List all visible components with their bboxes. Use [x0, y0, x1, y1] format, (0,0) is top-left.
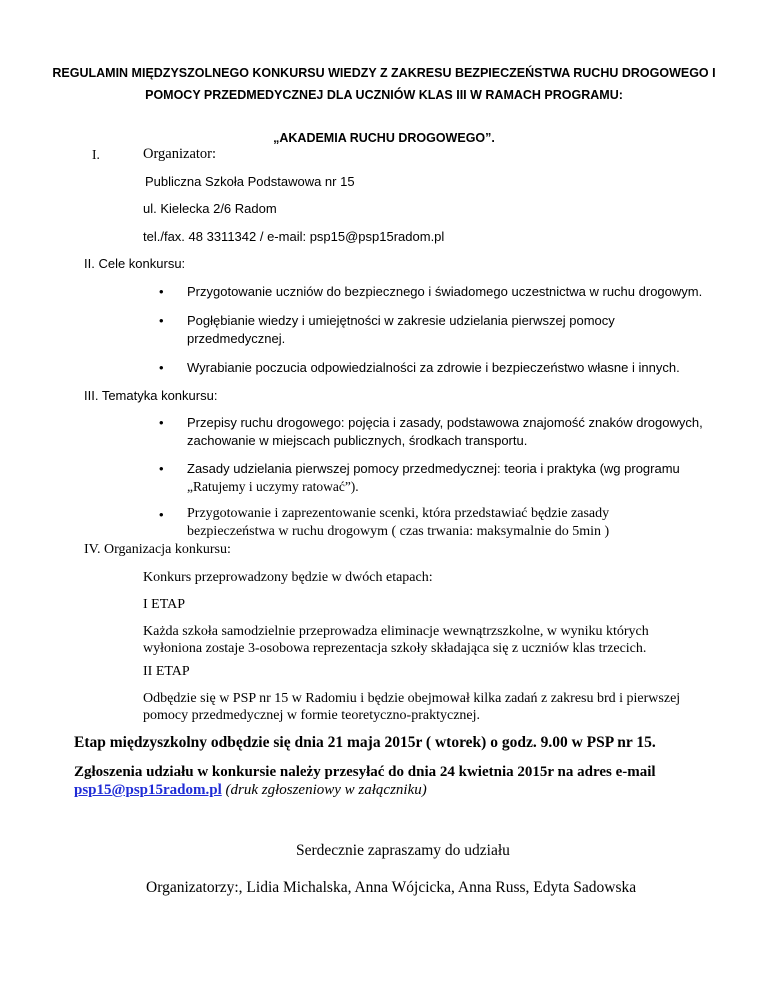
- goal-item-2: Pogłębianie wiedzy i umiejętności w zakresie udzielania pierwszej pomocy: [187, 313, 615, 328]
- stage-1-description-cont: wyłoniona zostaje 3-osobowa reprezentacja szkoły składająca się z uczniów klas trzecich.: [143, 641, 647, 656]
- topic-item-2: Zasady udzielania pierwszej pomocy przedmedycznej: teoria i praktyka (wg programu: [187, 461, 680, 476]
- stage-1-description: Każda szkoła samodzielnie przeprowadza eliminacje wewnątrzszkolne, w wyniku których: [143, 624, 649, 639]
- bullet-icon: •: [159, 284, 164, 299]
- program-name: „AKADEMIA RUCHU DROGOWEGO”.: [273, 131, 495, 145]
- submission-notice: Zgłoszenia udziału w konkursie należy przesyłać do dnia 24 kwietnia 2015r na adres e-mail: [74, 764, 656, 780]
- organizer-school: Publiczna Szkoła Podstawowa nr 15: [145, 174, 355, 189]
- organizer-address: ul. Kielecka 2/6 Radom: [143, 201, 277, 216]
- section-2-heading: II. Cele konkursu:: [84, 256, 186, 271]
- goal-item-2-cont: przedmedycznej.: [187, 331, 286, 346]
- bullet-icon: •: [159, 507, 164, 522]
- contest-stages-intro: Konkurs przeprowadzony będzie w dwóch etapach:: [143, 570, 433, 585]
- bullet-icon: •: [159, 415, 164, 430]
- section-1-number: I.: [92, 147, 100, 162]
- stage-2-label: II ETAP: [143, 664, 190, 679]
- organizer-contact: tel./fax. 48 3311342 / e-mail: psp15@psp15radom.pl: [143, 229, 445, 244]
- stage-1-label: I ETAP: [143, 597, 186, 612]
- bullet-icon: •: [159, 313, 164, 328]
- topic-item-3-cont: bezpieczeństwa w ruchu drogowym ( czas trwania: maksymalnie do 5min ): [187, 524, 610, 539]
- topic-item-1: Przepisy ruchu drogowego: pojęcia i zasady, podstawowa znajomość znaków drogowych,: [187, 415, 703, 430]
- submission-email-link[interactable]: psp15@psp15radom.pl: [74, 782, 222, 798]
- form-attachment-note: (druk zgłoszeniowy w załączniku): [221, 782, 427, 798]
- bullet-icon: •: [159, 360, 164, 375]
- topic-item-2-cont: „Ratujemy i uczymy ratować”).: [187, 479, 359, 494]
- section-4-heading: IV. Organizacja konkursu:: [84, 542, 231, 557]
- invitation-text: Serdecznie zapraszamy do udziału: [296, 842, 510, 859]
- submission-contact: [74, 782, 427, 799]
- organizers-list: Organizatorzy:, Lidia Michalska, Anna Wójcicka, Anna Russ, Edyta Sadowska: [146, 879, 637, 896]
- stage-2-description-cont: pomocy przedmedycznej w formie teoretyczno-praktycznej.: [143, 708, 481, 723]
- stage-date-notice: Etap międzyszkolny odbędzie się dnia 21 maja 2015r ( wtorek) o godz. 9.00 w PSP nr 15.: [74, 734, 656, 751]
- section-3-heading: III. Tematyka konkursu:: [84, 388, 218, 403]
- topic-item-3: Przygotowanie i zaprezentowanie scenki, która przedstawiać będzie zasady: [187, 506, 610, 521]
- stage-2-description: Odbędzie się w PSP nr 15 w Radomiu i będzie obejmował kilka zadań z zakresu brd i pierwszej: [143, 691, 681, 706]
- document-title-line-1: REGULAMIN MIĘDZYSZOLNEGO KONKURSU WIEDZY Z ZAKRESU BEZPIECZEŃSTWA RUCHU DROGOWEGO I: [52, 66, 716, 80]
- document-title-line-2: POMOCY PRZEDMEDYCZNEJ DLA UCZNIÓW KLAS III W RAMACH PROGRAMU:: [145, 88, 623, 102]
- section-1-heading: Organizator:: [143, 146, 217, 162]
- goal-item-3: Wyrabianie poczucia odpowiedzialności za zdrowie i bezpieczeństwo własne i innych.: [187, 360, 680, 375]
- topic-item-1-cont: zachowanie w miejscach publicznych, środkach transportu.: [187, 433, 528, 448]
- goal-item-1: Przygotowanie uczniów do bezpiecznego i świadomego uczestnictwa w ruchu drogowym.: [187, 284, 703, 299]
- bullet-icon: •: [159, 461, 164, 476]
